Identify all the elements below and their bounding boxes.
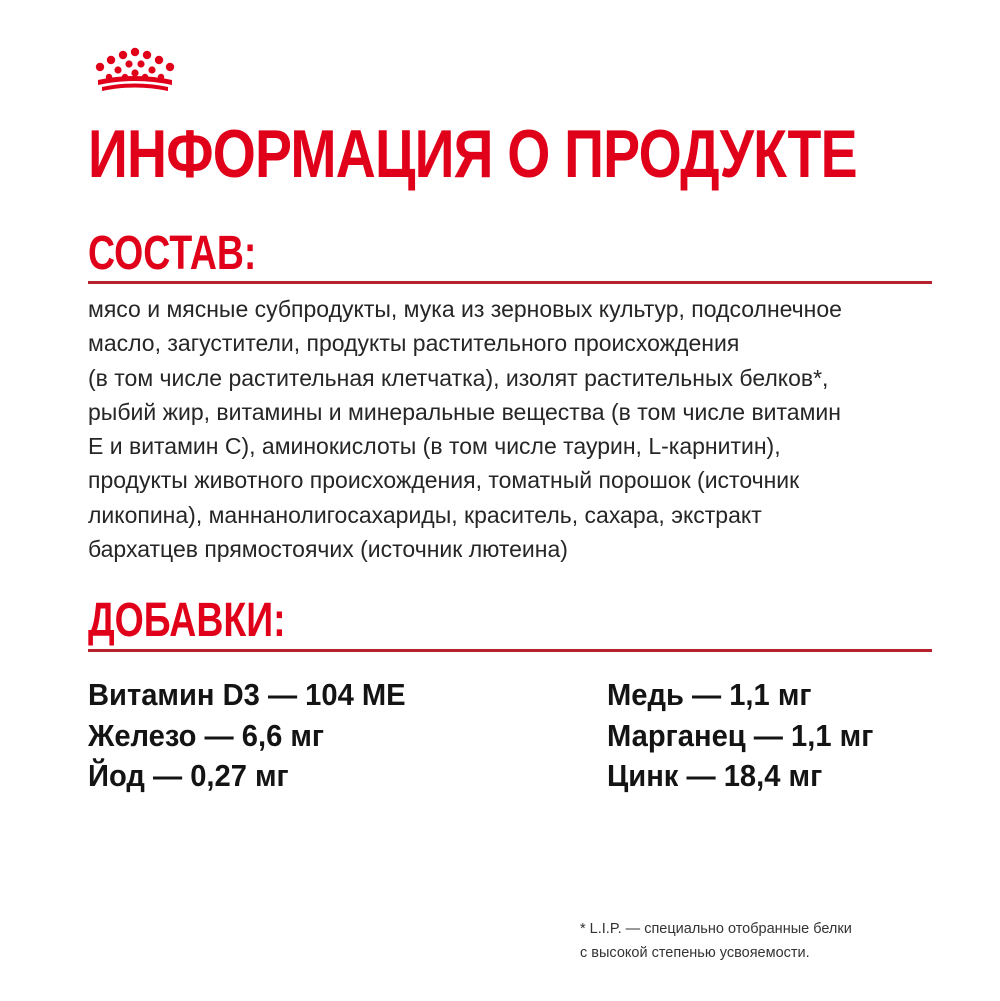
additives-heading: ДОБАВКИ: <box>88 594 286 647</box>
divider <box>88 281 932 284</box>
composition-heading: СОСТАВ: <box>88 227 257 280</box>
footnote <box>580 917 960 965</box>
composition-line: E и витамин C), аминокислоты (в том числе таурин, L-карнитин), <box>88 433 781 460</box>
crown-icon <box>92 46 178 94</box>
additive-item: Йод — 0,27 мг <box>88 758 289 793</box>
additive-item: Витамин D3 — 104 МЕ <box>88 677 406 712</box>
additive-item: Медь — 1,1 мг <box>607 677 812 712</box>
page-title: ИНФОРМАЦИЯ О ПРОДУКТЕ <box>88 116 857 192</box>
composition-line: ликопина), маннанолигосахариды, краситель, сахара, экстракт <box>88 501 762 528</box>
composition-line: рыбий жир, витамины и минеральные вещества (в том числе витамин <box>88 398 841 425</box>
additive-item: Цинк — 18,4 мг <box>607 758 823 793</box>
footnote-line: * L.I.P. — специально отобранные белки <box>580 921 852 937</box>
composition-line: бархатцев прямостоячих (источник лютеина) <box>88 536 568 563</box>
additives-right-column <box>607 675 890 797</box>
composition-line: (в том числе растительная клетчатка), изолят растительных белков*, <box>88 364 829 391</box>
footnote-line: с высокой степенью усвояемости. <box>580 945 810 961</box>
composition-line: масло, загустители, продукты растительного происхождения <box>88 330 740 357</box>
divider <box>88 649 932 652</box>
composition-text <box>88 292 940 566</box>
additive-item: Железо — 6,6 мг <box>88 717 325 753</box>
additive-item: Марганец — 1,1 мг <box>607 717 874 753</box>
composition-line: мясо и мясные субпродукты, мука из зерновых культур, подсолнечное <box>88 296 842 322</box>
composition-line: продукты животного происхождения, томатный порошок (источник <box>88 467 800 494</box>
additives-left-column <box>88 675 426 797</box>
